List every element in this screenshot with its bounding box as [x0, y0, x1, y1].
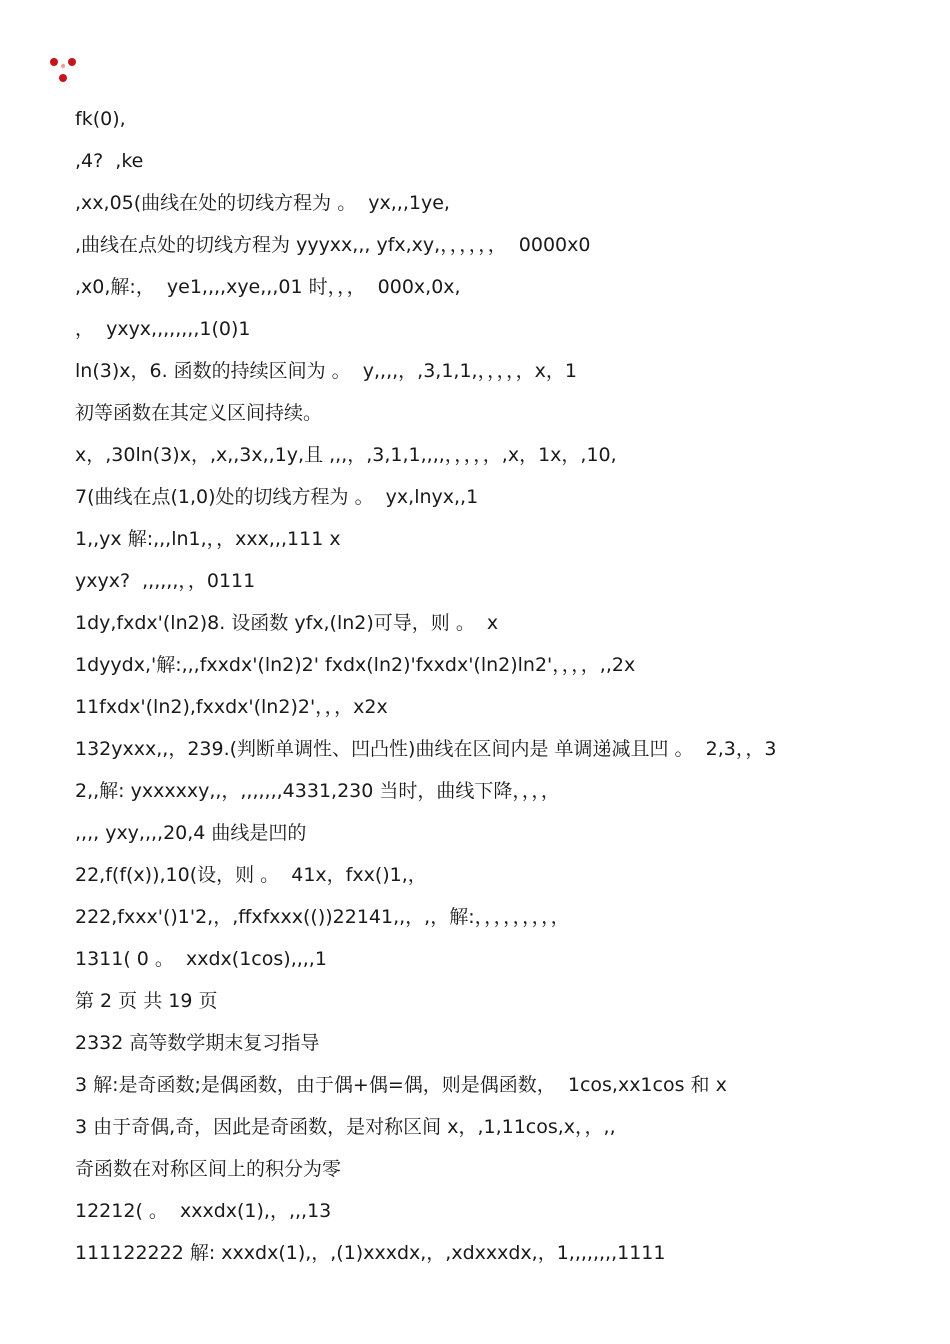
text-line: ,x0,解:， ye1,,,,xye,,,01 时，，， 000x,0x, [75, 276, 461, 298]
text-line: ln(3)x，6. 函数的持续区间为 。 y,,,,，,3,1,1,，，，，，x，1 [75, 360, 577, 382]
text-line: 22,f(f(x)),10(设，则 。 41x，fxx()1,， [75, 864, 427, 886]
text-line: 3 由于奇偶,奇，因此是奇函数，是对称区间 x，,1,11cos,x，，,, [75, 1116, 616, 1138]
section-heading: 2332 高等数学期末复习指导 [75, 1032, 320, 1054]
text-line: 12212( 。 xxxdx(1),，,,,13 [75, 1200, 332, 1222]
text-line: 1dyydx,'解:,,,fxxdx'(ln2)2' fxdx(ln2)'fxxdx'(ln2)ln2'，，，，,,2x [75, 654, 636, 676]
text-line: 222,fxxx'()1'2,，,ffxfxxx(())22141,,，,，解:，，，，，，，，， [75, 906, 570, 928]
logo-icon [46, 52, 82, 86]
logo-dot [50, 58, 58, 66]
text-line: 1,,yx 解:,,,ln1,，，xxx,,,111 x [75, 528, 341, 550]
red-dots-logo-icon [46, 52, 82, 86]
text-line: 1dy,fxdx'(ln2)8. 设函数 yfx,(ln2)可导，则 。 x [75, 612, 499, 634]
page-number: 第 2 页 共 19 页 [75, 990, 218, 1012]
text-line: 奇函数在对称区间上的积分为零 [75, 1158, 342, 1180]
text-line: ,曲线在点处的切线方程为 yyyxx,,, yfx,xy,，，，，，， 0000x0 [75, 234, 591, 256]
text-line: 1311( 0 。 xxdx(1cos),,,,1 [75, 948, 327, 970]
text-line: ,,,, yxy,,,,20,4 曲线是凹的 [75, 822, 307, 844]
text-line: 7(曲线在点(1,0)处的切线方程为 。 yx,lnyx,,1 [75, 486, 479, 508]
text-line: 2,,解: yxxxxxy,,，,,,,,,,4331,230 当时，曲线下降，，，， [75, 780, 560, 802]
logo-dot [59, 74, 67, 82]
text-line: fk(0), [75, 108, 126, 130]
text-line: x，,30ln(3)x，,x,,3x,,1y,且 ,,,，,3,1,1,,,,，，，，，,x，1x，,10, [75, 444, 617, 466]
document-text [75, 104, 935, 1280]
text-line: yxyx? ,,,,,,，，0111 [75, 570, 256, 592]
text-line: ,xx,05(曲线在处的切线方程为 。 yx,,,1ye, [75, 192, 450, 214]
text-line: 11fxdx'(ln2),fxxdx'(ln2)2'，，，x2x [75, 696, 388, 718]
text-line: 3 解:是奇函数;是偶函数，由于偶+偶=偶，则是偶函数， 1cos,xx1cos 和 x [75, 1074, 727, 1096]
text-line: 111122222 解: xxxdx(1),，,(1)xxxdx,，,xdxxxdx,，1,,,,,,,,1111 [75, 1242, 666, 1264]
text-line: ， yxyx,,,,,,,,1(0)1 [75, 318, 251, 340]
text-line: ,4? ,ke [75, 150, 144, 172]
logo-dot [61, 64, 65, 68]
text-line: 初等函数在其定义区间持续。 [75, 402, 323, 424]
text-line: 132yxxx,,，239.(判断单调性、凹凸性)曲线在区间内是 单调递减且凹 。 2,3，，3 [75, 738, 777, 760]
logo-dot [68, 58, 76, 66]
